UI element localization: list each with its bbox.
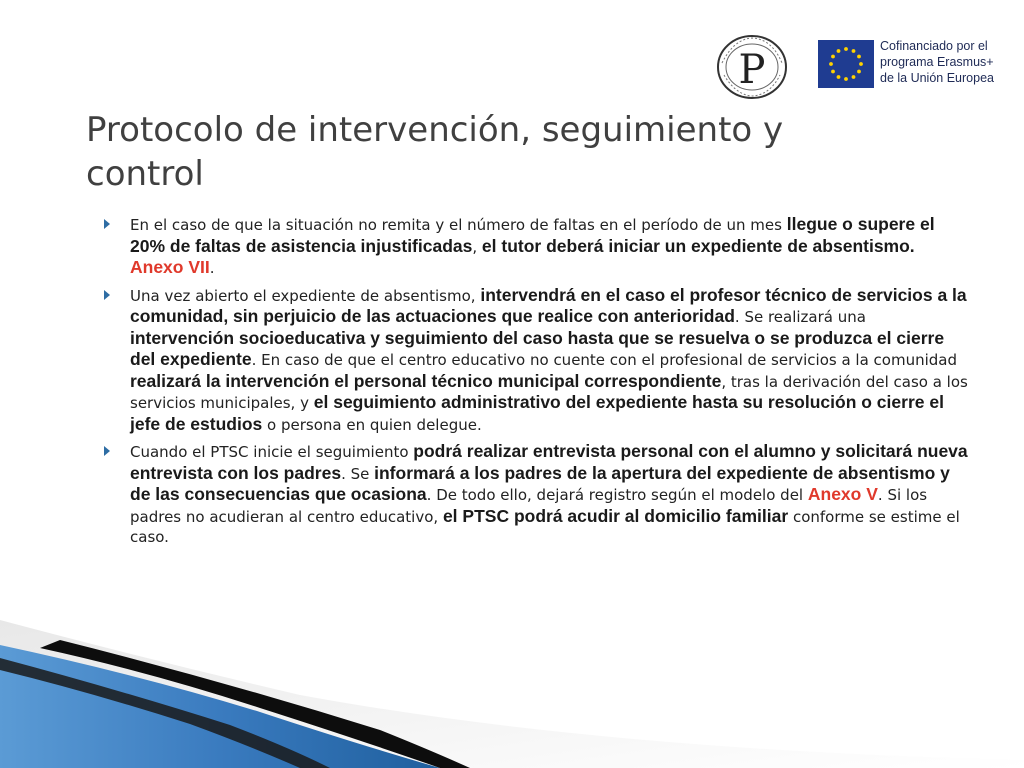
text-segment: o persona en quien delegue. [262, 415, 482, 434]
text-segment: intervendrá en el caso el profesor técnico de servicios a la comunidad, sin perjuicio de las actuaciones que realice con anterioridad [130, 284, 967, 326]
text-segment: , tras la derivación del caso a los servicios municipales, y [130, 372, 968, 412]
text-segment: En el caso de que la situación no remita y el número de faltas en el período de un mes [130, 216, 787, 234]
page-title: Protocolo de intervención, seguimiento y control [86, 110, 784, 194]
eu-star-icon [844, 77, 848, 81]
eu-star-icon [837, 75, 841, 79]
text-segment: informará a los padres de la apertura del expediente de absentismo y de las consecuencias que ocasiona [130, 462, 950, 504]
eu-star-icon [857, 70, 861, 74]
text-segment: . Se [341, 464, 375, 483]
eu-star-icon [829, 62, 833, 66]
triangle-bullet-icon [104, 290, 110, 300]
text-segment: podrá realizar entrevista personal con el alumno y solicitará nueva entrevista con los padres [130, 441, 968, 483]
text-segment: el PTSC podrá acudir al domicilio familiar [442, 505, 789, 526]
eu-line-1: Cofinanciado por el [880, 39, 988, 53]
seal-logo [714, 33, 790, 101]
eu-line-2: programa Erasmus+ [880, 55, 994, 69]
triangle-bullet-icon [104, 446, 110, 456]
annex-reference: Anexo V [807, 484, 878, 504]
text-segment: . En caso de que el centro educativo no cuente con el profesional de servicios a la comunidad [251, 351, 957, 369]
bullet-item [100, 285, 970, 436]
eu-star-icon [844, 47, 848, 51]
text-segment: Una vez abierto el expediente de absentismo, [130, 286, 481, 305]
bullet-text [130, 441, 970, 548]
eu-star-icon [857, 55, 861, 59]
text-segment: realizará la intervención el personal técnico municipal correspondiente [130, 370, 722, 391]
triangle-bullet-icon [104, 219, 110, 229]
text-segment: conforme se estime el caso. [130, 507, 960, 546]
text-segment: . [209, 259, 215, 277]
seal-logo-letter: P [738, 47, 766, 93]
eu-cofunding-text [880, 38, 1008, 86]
text-segment: . De todo ello, dejará registro según el modelo del [426, 486, 808, 504]
eu-line-3: de la Unión Europea [880, 71, 994, 85]
eu-star-icon [831, 70, 835, 74]
eu-cofunding-block [818, 38, 1008, 94]
eu-star-icon [831, 55, 835, 59]
text-segment: llegue o supere el 20% de faltas de asistencia injustificadas [130, 214, 935, 256]
bullet-item [100, 214, 970, 279]
seal-logo-icon [714, 33, 790, 101]
text-segment: Cuando el PTSC inicie el seguimiento [130, 443, 414, 461]
eu-flag-icon [818, 40, 874, 88]
annex-reference: Anexo VII [130, 257, 210, 277]
bullet-item [100, 441, 970, 548]
text-segment: el tutor deberá iniciar un expediente de absentismo. [481, 235, 915, 256]
eu-star-icon [852, 49, 856, 53]
bullet-list [100, 214, 970, 554]
bullet-text [130, 285, 970, 436]
text-segment: . Se realizará una [734, 308, 866, 326]
text-segment: el seguimiento administrativo del expediente hasta su resolución o cierre el jefe de estudios [130, 392, 944, 434]
bullet-text [130, 214, 970, 279]
eu-star-icon [859, 62, 863, 66]
eu-star-icon [837, 49, 841, 53]
decorative-wave [0, 600, 1024, 768]
text-segment: . Si los padres no acudieran al centro educativo, [130, 486, 928, 526]
eu-star-icon [852, 75, 856, 79]
text-segment: intervención socioeducativa y seguimiento del caso hasta que se resuelva o se produzca el cierre del expediente [130, 327, 945, 369]
text-segment: , [472, 237, 482, 256]
